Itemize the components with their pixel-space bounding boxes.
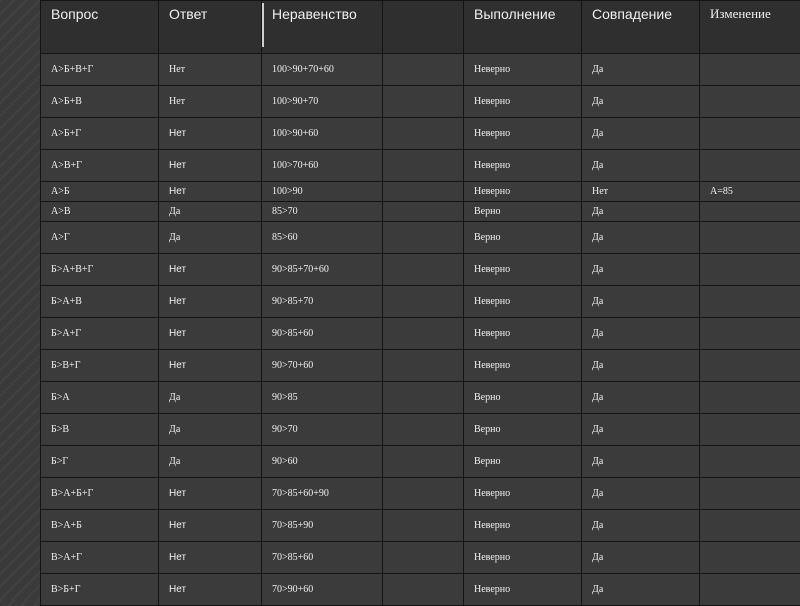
cell-answer: Да [159,446,262,478]
cell-answer: Нет [159,118,262,150]
cell-question: А>Б [41,182,159,202]
cell-answer: Нет [159,182,262,202]
cell-inequality: 90>85 [262,382,383,414]
cell-change [700,54,800,86]
cell-spacer [383,414,464,446]
cell-inequality: 90>85+70 [262,286,383,318]
cell-answer: Да [159,222,262,254]
cell-spacer [383,382,464,414]
cell-match: Да [582,350,700,382]
cell-spacer [383,350,464,382]
cell-match: Да [582,150,700,182]
cell-execution: Неверно [464,542,582,574]
table-row [41,510,800,542]
cell-execution: Неверно [464,254,582,286]
cell-spacer [383,478,464,510]
header-row [41,1,800,54]
cell-change [700,478,800,510]
cell-answer: Да [159,382,262,414]
table-row [41,414,800,446]
cell-question: А>Б+В+Г [41,54,159,86]
cell-change [700,286,800,318]
header-change: Изменение [700,1,800,54]
cell-inequality: 70>85+90 [262,510,383,542]
cell-execution: Верно [464,414,582,446]
cell-inequality: 90>70 [262,414,383,446]
cell-match: Да [582,382,700,414]
cell-inequality: 100>90+70 [262,86,383,118]
header-inequality-label: Неравенство [272,6,357,22]
cell-question: Б>В+Г [41,350,159,382]
cell-answer: Да [159,414,262,446]
comparison-table [40,0,800,606]
table-row [41,286,800,318]
cell-question: Б>А [41,382,159,414]
table-row [41,446,800,478]
cell-execution: Верно [464,382,582,414]
table-row [41,150,800,182]
cell-inequality: 90>85+70+60 [262,254,383,286]
cell-inequality: 90>85+60 [262,318,383,350]
cell-inequality: 70>85+60 [262,542,383,574]
cell-answer: Нет [159,510,262,542]
table-row [41,86,800,118]
cell-execution: Неверно [464,286,582,318]
cell-execution: Верно [464,202,582,222]
table-row [41,382,800,414]
cell-execution: Верно [464,446,582,478]
cell-change: А=85 [700,182,800,202]
cell-question: В>Б+Г [41,574,159,606]
cell-answer: Нет [159,318,262,350]
cell-question: В>А+Б [41,510,159,542]
cell-inequality: 70>85+60+90 [262,478,383,510]
header-divider-line [262,3,264,47]
cell-match: Да [582,574,700,606]
cell-answer: Нет [159,54,262,86]
cell-match: Да [582,446,700,478]
cell-change [700,574,800,606]
cell-change [700,446,800,478]
cell-answer: Да [159,202,262,222]
cell-answer: Нет [159,478,262,510]
cell-spacer [383,86,464,118]
table-row [41,222,800,254]
cell-question: А>В [41,202,159,222]
cell-execution: Неверно [464,54,582,86]
cell-question: В>А+Б+Г [41,478,159,510]
cell-question: Б>Г [41,446,159,478]
cell-question: Б>В [41,414,159,446]
header-inequality [262,1,383,54]
cell-question: А>Б+В [41,86,159,118]
cell-answer: Нет [159,150,262,182]
cell-match: Да [582,86,700,118]
table-row [41,254,800,286]
cell-match: Нет [582,182,700,202]
cell-inequality: 70>90+60 [262,574,383,606]
cell-spacer [383,574,464,606]
table-row [41,118,800,150]
cell-question: А>В+Г [41,150,159,182]
cell-spacer [383,510,464,542]
cell-match: Да [582,118,700,150]
cell-change [700,510,800,542]
cell-inequality: 90>60 [262,446,383,478]
header-question: Вопрос [41,1,159,54]
cell-change [700,202,800,222]
cell-match: Да [582,318,700,350]
header-execution: Выполнение [464,1,582,54]
cell-spacer [383,446,464,478]
cell-spacer [383,222,464,254]
cell-spacer [383,118,464,150]
cell-spacer [383,150,464,182]
cell-question: Б>А+В+Г [41,254,159,286]
table-body [41,54,800,606]
cell-inequality: 100>90+60 [262,118,383,150]
cell-change [700,382,800,414]
cell-answer: Нет [159,86,262,118]
cell-match: Да [582,202,700,222]
cell-match: Да [582,286,700,318]
cell-change [700,222,800,254]
table-row [41,478,800,510]
table-row [41,542,800,574]
table-row [41,350,800,382]
cell-spacer [383,182,464,202]
cell-answer: Нет [159,350,262,382]
cell-spacer [383,254,464,286]
cell-spacer [383,202,464,222]
cell-inequality: 100>90 [262,182,383,202]
cell-change [700,150,800,182]
cell-answer: Нет [159,254,262,286]
table-row [41,182,800,202]
cell-execution: Неверно [464,150,582,182]
table-row [41,318,800,350]
cell-question: Б>А+В [41,286,159,318]
table-row [41,54,800,86]
cell-inequality: 90>70+60 [262,350,383,382]
cell-execution: Неверно [464,182,582,202]
cell-execution: Верно [464,222,582,254]
cell-question: А>Б+Г [41,118,159,150]
table-row [41,574,800,606]
cell-execution: Неверно [464,350,582,382]
cell-answer: Нет [159,542,262,574]
cell-execution: Неверно [464,86,582,118]
cell-execution: Неверно [464,118,582,150]
cell-execution: Неверно [464,318,582,350]
cell-inequality: 100>70+60 [262,150,383,182]
cell-match: Да [582,254,700,286]
cell-spacer [383,54,464,86]
cell-execution: Неверно [464,510,582,542]
cell-change [700,254,800,286]
cell-execution: Неверно [464,478,582,510]
cell-change [700,542,800,574]
cell-question: В>А+Г [41,542,159,574]
header-match: Совпадение [582,1,700,54]
cell-match: Да [582,54,700,86]
cell-match: Да [582,414,700,446]
cell-change [700,350,800,382]
cell-match: Да [582,542,700,574]
cell-match: Да [582,510,700,542]
cell-question: А>Г [41,222,159,254]
header-spacer [383,1,464,54]
cell-spacer [383,286,464,318]
cell-inequality: 85>60 [262,222,383,254]
cell-question: Б>А+Г [41,318,159,350]
cell-spacer [383,318,464,350]
table-row [41,202,800,222]
cell-inequality: 85>70 [262,202,383,222]
cell-spacer [383,542,464,574]
header-answer: Ответ [159,1,262,54]
cell-match: Да [582,222,700,254]
cell-change [700,86,800,118]
cell-execution: Неверно [464,574,582,606]
cell-change [700,118,800,150]
cell-answer: Нет [159,286,262,318]
cell-answer: Нет [159,574,262,606]
cell-change [700,414,800,446]
cell-inequality: 100>90+70+60 [262,54,383,86]
cell-match: Да [582,478,700,510]
cell-change [700,318,800,350]
